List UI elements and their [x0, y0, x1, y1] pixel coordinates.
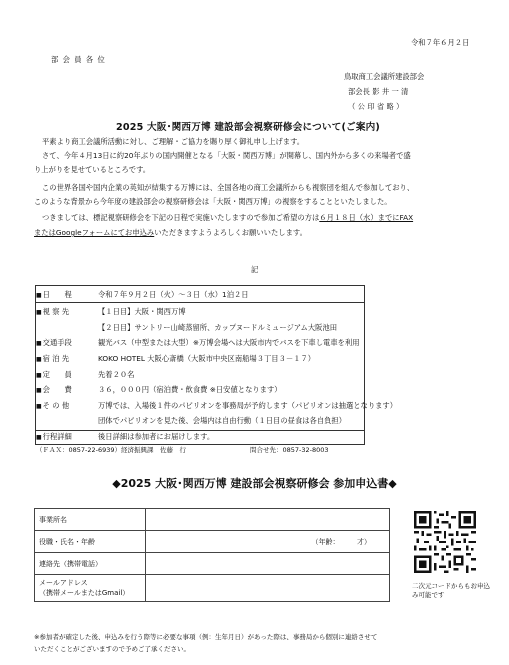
- request-text: つきましては、標記視察研修会を下記の日程で実施いたしますので参加ご希望の方は: [42, 213, 320, 222]
- detail-row-schedule: [36, 290, 249, 301]
- form-title: ◆2025 大阪･関西万博 建設部会視察研修会 参加申込書◆: [112, 477, 397, 490]
- contact-fax: （ＦＡＸ：0857-22-6939）経済振興課 佐藤 行: [36, 446, 187, 454]
- detail-label: ■ 会 費: [36, 385, 98, 396]
- company-field[interactable]: [146, 509, 390, 531]
- detail-value: 【１日目】大阪・関西万博: [98, 307, 186, 316]
- detail-value: 先着２０名: [98, 370, 135, 379]
- detail-value: 【２日目】サントリー山崎蒸留所、カップヌードルミュージアム大阪池田: [98, 323, 338, 332]
- form-row-contact: [35, 553, 390, 575]
- sender-chair: 部会長 影 井 一 清: [348, 87, 409, 96]
- footer-note-line1: ※参加者が確定した後、申込みを行う際等に必要な事項（例：生年月日）があった際は、事務局から個別に連絡させて: [34, 633, 378, 641]
- detail-row-hotel: [36, 354, 315, 365]
- ki-heading: 記: [251, 265, 259, 274]
- form-label-name: 役職・氏名・年齢: [35, 531, 146, 553]
- detail-row-transport: [36, 338, 360, 349]
- form-label-contact: 連絡先（携帯電話）: [35, 553, 146, 575]
- name-field[interactable]: [146, 531, 390, 553]
- detail-label: ■ 日 程: [36, 290, 98, 301]
- form-row-company: [35, 509, 390, 531]
- detail-value: 後日詳細は参加者にお届けします。: [98, 432, 215, 441]
- request-closing: いただきますようよろしくお願いいたします。: [154, 228, 307, 237]
- email-field[interactable]: [146, 575, 390, 602]
- seal-omitted: （ 公 印 省 略 ）: [348, 102, 404, 111]
- detail-row-destination-day2: [98, 323, 337, 333]
- detail-label: ■ 交通手段: [36, 338, 98, 349]
- detail-label: ■ 宿 泊 先: [36, 354, 98, 365]
- paragraph-background-line2: このような背景から今年度の建設部会の視察研修会は「大阪・関西万博」の視察をすることといたしました。: [34, 197, 392, 206]
- detail-label: ■ そ の 他: [36, 401, 98, 412]
- phone-field[interactable]: [146, 553, 390, 575]
- detail-value: 観光バス（中型または大型）※万博会場へは大阪市内でバスを下車し電車を利用: [98, 338, 360, 347]
- detail-label: ■ 行程詳細: [36, 432, 98, 443]
- deadline-text: ６月１８日（水）までにFAX: [319, 213, 414, 222]
- qr-caption-line1: 二次元コードからもお申込: [412, 582, 490, 590]
- age-label: （年齢： 才）: [311, 537, 371, 546]
- detail-row-capacity: [36, 370, 134, 381]
- paragraph-background-line1: この世界各国や国内企業の英知が結集する万博には、全国各地の商工会議所からも視察団を組んで参加しており、: [42, 183, 415, 192]
- detail-row-destination: [36, 307, 186, 318]
- contact-tel: 問合せ先：0857-32-8003: [250, 446, 329, 454]
- apply-method-text: またはGoogleフォームにてお申込み: [34, 228, 155, 237]
- form-row-name: [35, 531, 390, 553]
- application-form: [34, 508, 390, 602]
- detail-value: 令和７年９月２日（火）～３日（水）1泊２日: [98, 290, 249, 299]
- form-row-email: [35, 575, 390, 602]
- detail-value: KOKO HOTEL 大阪心斎橋（大阪市中央区南船場３丁目３－１７）: [98, 354, 316, 363]
- paragraph-request-line1: [42, 213, 413, 223]
- qr-caption: [412, 582, 492, 600]
- details-divider: [35, 302, 365, 303]
- detail-value: ３６，０００円（宿泊費・飲食費 ※日安値となります）: [98, 385, 282, 394]
- detail-value: 団体でパビリオンを見た後、会場内は自由行動（１日目の昼食は各自負担）: [98, 416, 347, 425]
- issue-date: 令和７年６月２日: [411, 38, 470, 47]
- detail-row-itinerary: [36, 432, 214, 443]
- qr-code-icon[interactable]: [414, 511, 476, 573]
- paragraph-expo-line1: さて、今年４月13日に約20年ぶりの国内開催となる「大阪・関西万博」が開幕し、国内外から多くの来場者で盛: [42, 151, 411, 160]
- details-divider: [35, 430, 365, 431]
- footer-note-line2: いただくことがございますので予めご了承ください。: [34, 645, 190, 653]
- detail-row-other: [36, 401, 397, 412]
- paragraph-greeting: 平素より商工会議所活動に対し、ご理解・ご協力を賜り厚く御礼申し上げます。: [42, 137, 305, 146]
- recipient: 部 会 員 各 位: [51, 55, 106, 64]
- detail-row-fee: [36, 385, 282, 396]
- detail-value: 万博では、入場後１件のパビリオンを事務局が予約します（パビリオンは抽選となります）: [98, 401, 398, 410]
- paragraph-request-line2: [34, 228, 307, 238]
- paragraph-expo-line2: り上がりを見せているところです。: [34, 165, 151, 174]
- detail-row-other-2: [98, 416, 346, 426]
- detail-label: ■ 視 察 先: [36, 307, 98, 318]
- email-note: （携帯メールまたはGmail）: [39, 589, 130, 597]
- detail-label: ■ 定 員: [36, 370, 98, 381]
- sender-org: 鳥取商工会議所建設部会: [344, 72, 425, 81]
- form-label-email: [35, 575, 146, 602]
- qr-caption-line2: み可能です: [412, 591, 445, 599]
- email-label: メールアドレス: [39, 579, 88, 587]
- page-title: 2025 大阪･関西万博 建設部会視察研修会について(ご案内): [116, 122, 381, 133]
- form-label-company: 事業所名: [35, 509, 146, 531]
